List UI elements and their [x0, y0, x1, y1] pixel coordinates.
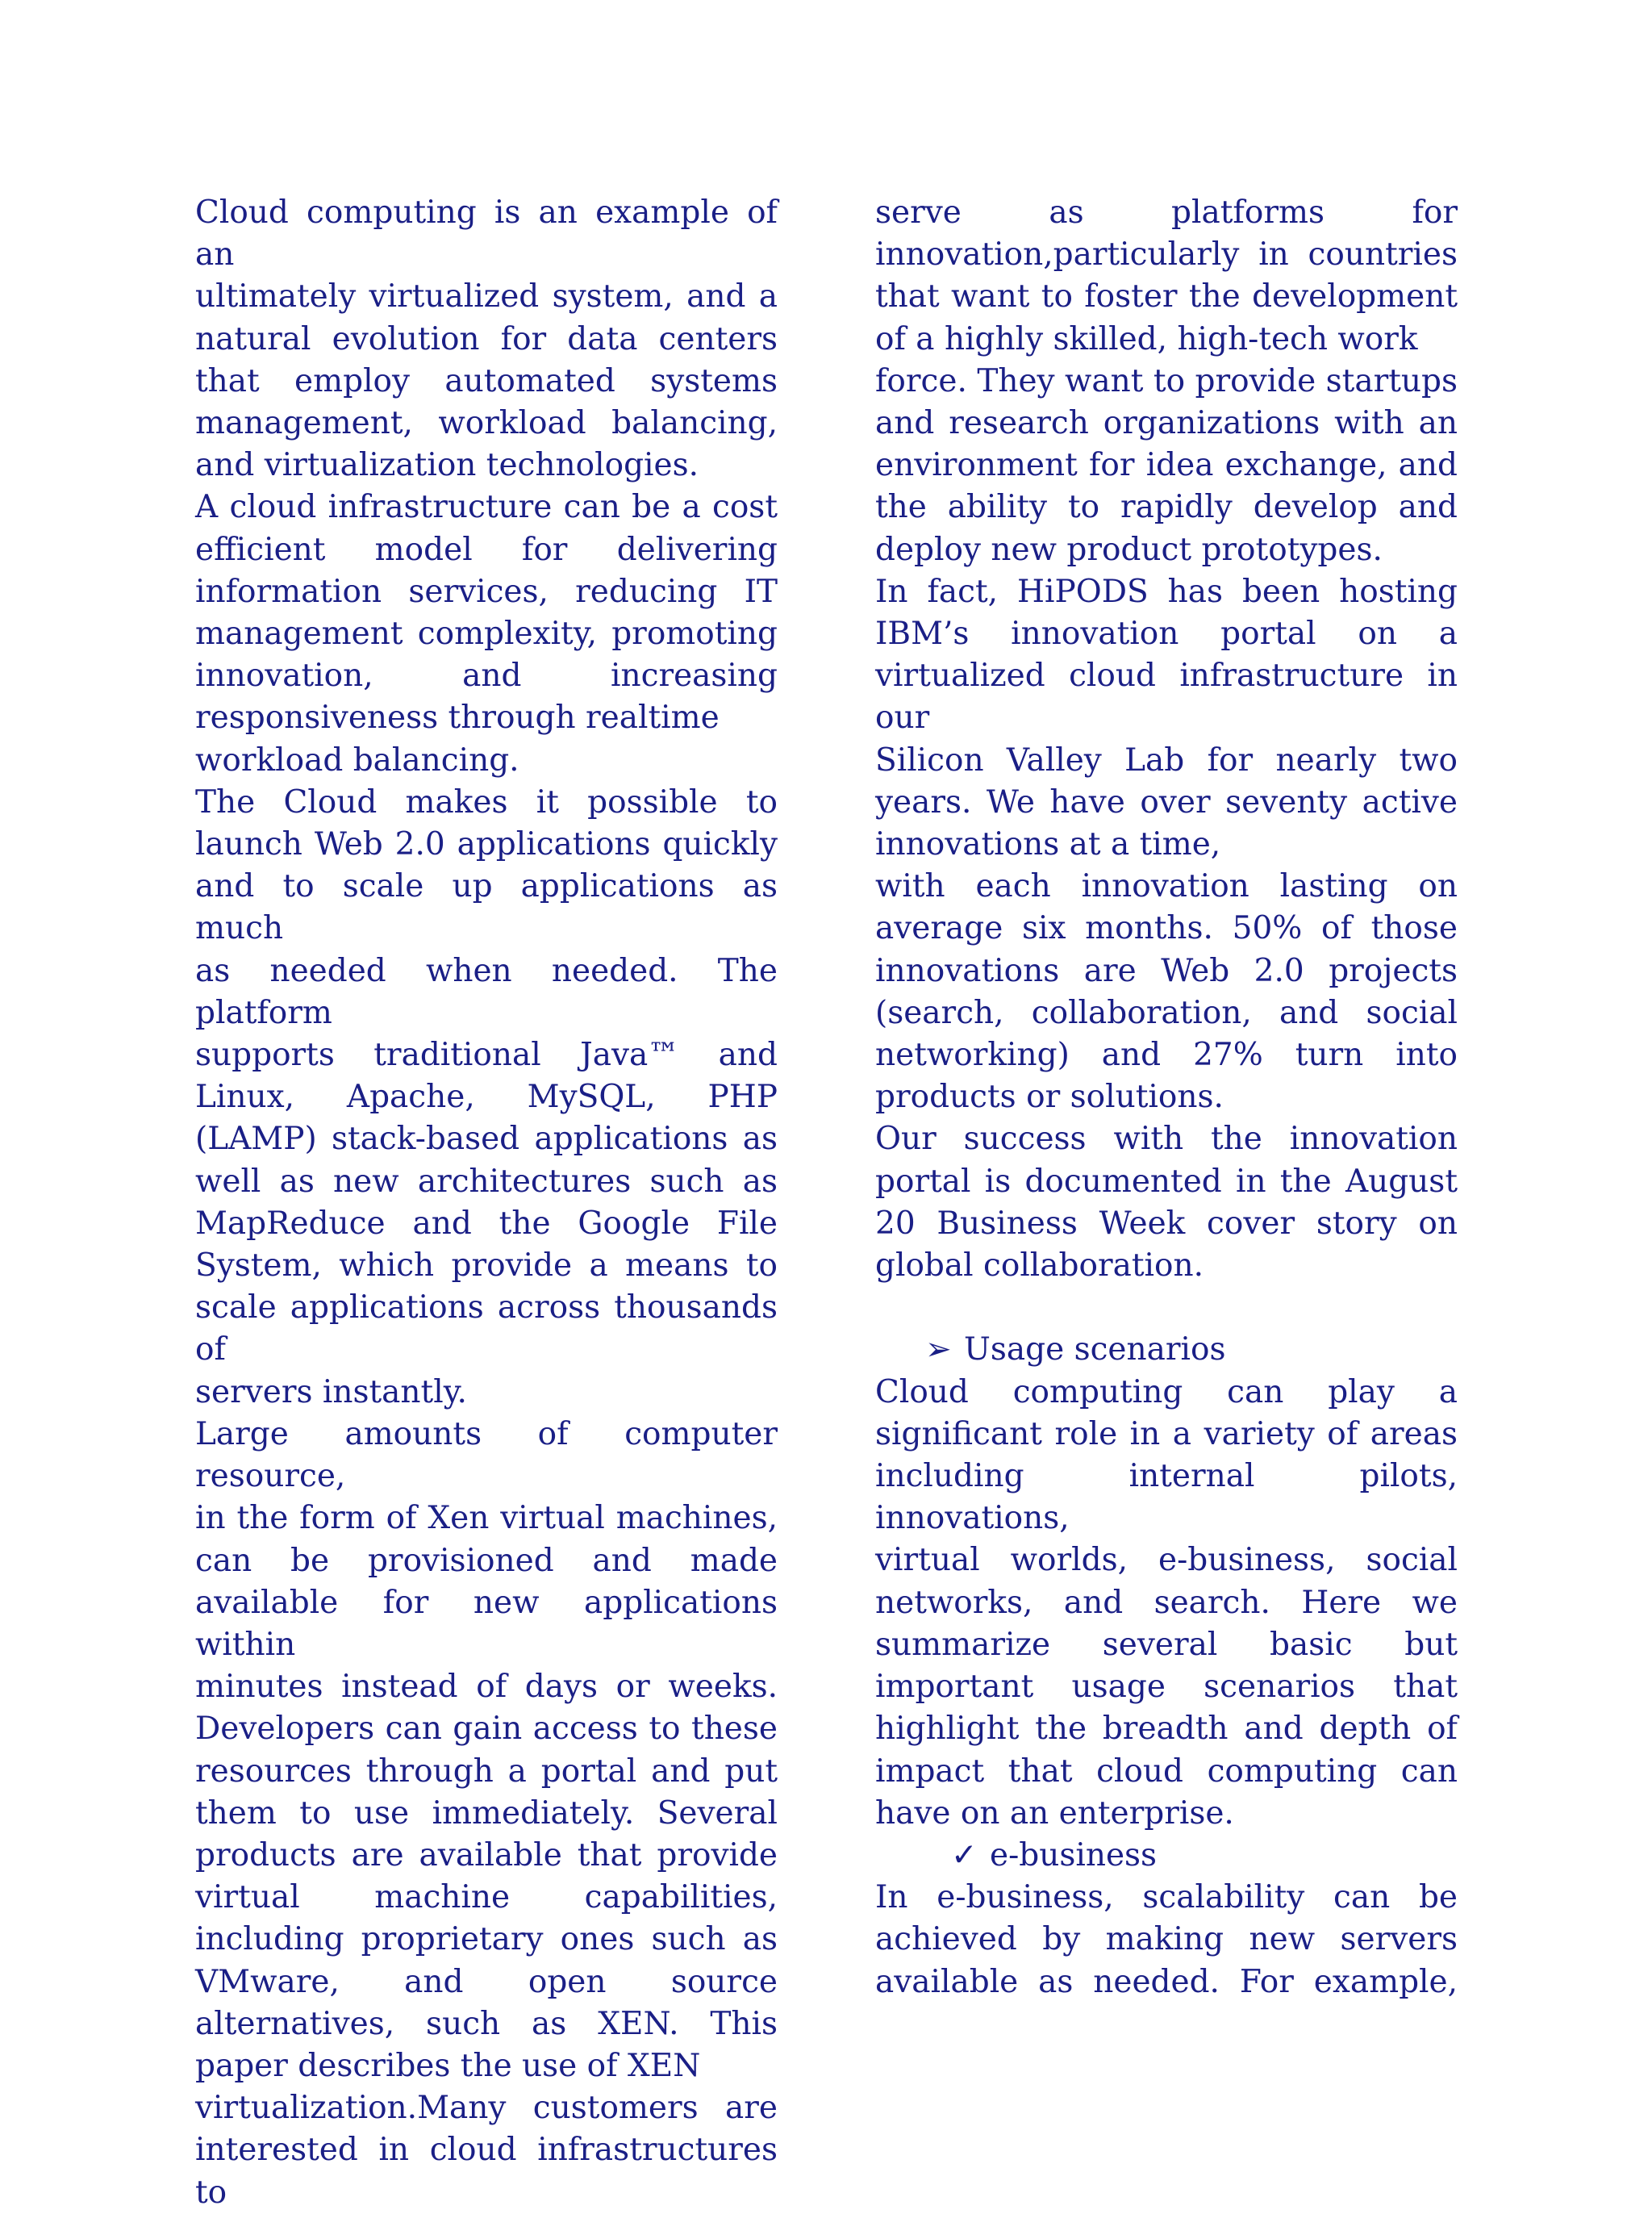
text-line: including internal pilots, innovations, — [875, 1458, 1458, 1537]
text-line: ultimately virtualized system, and a — [195, 278, 778, 315]
text-line: them to use immediately. Several — [195, 1794, 778, 1832]
paragraph-cloud-definition — [195, 192, 778, 487]
text-line: networking) and 27% turn into — [875, 1037, 1458, 1074]
text-line: force. They want to provide startups — [875, 362, 1458, 399]
paragraph-usage-scenarios — [875, 1372, 1458, 1835]
text-line: Our success with the innovation — [875, 1121, 1458, 1158]
text-line: as needed when needed. The platform — [195, 952, 778, 1031]
text-line: and virtualization technologies. — [195, 447, 699, 484]
text-line: A cloud infrastructure can be a cost — [195, 489, 778, 526]
paragraph-cloud-infrastructure — [195, 487, 778, 781]
text-line: supports traditional Java™ and — [195, 1037, 778, 1074]
text-line: innovations at a time, — [875, 826, 1221, 863]
text-line: deploy new product prototypes. — [875, 531, 1383, 568]
text-line: environment for idea exchange, and — [875, 447, 1458, 484]
text-line: highlight the breadth and depth of — [875, 1711, 1458, 1748]
text-line: In e-business, scalability can be — [875, 1879, 1458, 1916]
text-line: impact that cloud computing can — [875, 1752, 1458, 1790]
subheading-text: e-business — [990, 1836, 1158, 1874]
text-line: with each innovation lasting on — [875, 868, 1458, 905]
text-line: alternatives, such as XEN. This — [195, 2005, 778, 2042]
text-line: Silicon Valley Lab for nearly two — [875, 741, 1458, 779]
text-line: significant role in a variety of areas — [875, 1415, 1458, 1452]
paragraph-web20-applications — [195, 782, 778, 1414]
text-line: (LAMP) stack-based applications as — [195, 1121, 778, 1158]
text-line: products or solutions. — [875, 1079, 1224, 1116]
text-line: natural evolution for data centers — [195, 320, 778, 357]
paragraph-business-week — [875, 1118, 1458, 1287]
text-line: innovation, and increasing — [195, 658, 778, 695]
text-line: that employ automated systems — [195, 362, 778, 399]
text-line: minutes instead of days or weeks. — [195, 1669, 778, 1706]
text-line: MapReduce and the Google File — [195, 1205, 778, 1242]
text-line: The Cloud makes it possible to — [195, 783, 778, 821]
text-line: in the form of Xen virtual machines, — [195, 1500, 778, 1537]
text-line: well as new architectures such as — [195, 1163, 778, 1200]
text-line: and research organizations with an — [875, 405, 1458, 442]
arrow-bullet-icon: ➢ — [925, 1331, 952, 1368]
text-line: responsiveness through realtime — [195, 700, 720, 737]
text-line: management, workload balancing, — [195, 405, 778, 442]
text-line: launch Web 2.0 applications quickly — [195, 826, 778, 863]
paragraph-virtual-machines — [195, 1414, 778, 2214]
text-line: innovations are Web 2.0 projects — [875, 952, 1458, 989]
text-line: Linux, Apache, MySQL, PHP — [195, 1079, 778, 1116]
text-line: Large amounts of computer resource, — [195, 1415, 778, 1495]
text-line: achieved by making new servers — [875, 1921, 1458, 1958]
text-line: have on an enterprise. — [875, 1794, 1234, 1832]
text-line: virtual machine capabilities, — [195, 1879, 778, 1916]
paragraph-innovation-platforms — [875, 192, 1458, 571]
section-heading-text: Usage scenarios — [964, 1331, 1226, 1368]
text-line: important usage scenarios that — [875, 1669, 1458, 1706]
paragraph-e-business — [875, 1877, 1458, 2003]
text-line: efficient model for delivering — [195, 531, 778, 568]
text-line: resources through a portal and put — [195, 1752, 778, 1790]
text-line: serve as platforms for — [875, 194, 1458, 231]
paragraph-spacer — [875, 1287, 1458, 1329]
text-line: of a highly skilled, high-tech work — [875, 320, 1418, 357]
text-line: servers instantly. — [195, 1373, 467, 1410]
paragraph-innovation-stats — [875, 866, 1458, 1118]
text-line: interested in cloud infrastructures to — [195, 2132, 778, 2211]
text-line: and to scale up applications as much — [195, 868, 778, 947]
text-line: Developers can gain access to these — [195, 1711, 778, 1748]
subheading-e-business — [875, 1835, 1458, 1877]
text-line: available for new applications within — [195, 1584, 778, 1663]
text-line: paper describes the use of XEN — [195, 2047, 701, 2084]
text-line: virtual worlds, e-business, social — [875, 1542, 1458, 1579]
text-line: summarize several basic but — [875, 1626, 1458, 1663]
text-line: networks, and search. Here we — [875, 1584, 1458, 1621]
text-line: Cloud computing can play a — [875, 1373, 1458, 1410]
text-line: In fact, HiPODS has been hosting — [875, 573, 1458, 610]
text-line: available as needed. For example, — [875, 1963, 1458, 2000]
text-line: information services, reducing IT — [195, 573, 778, 610]
text-line: portal is documented in the August — [875, 1163, 1458, 1200]
text-line: IBM’s innovation portal on a — [875, 616, 1458, 653]
text-line: virtualization.Many customers are — [195, 2090, 778, 2127]
paragraph-hipods — [875, 571, 1458, 866]
right-column — [875, 192, 1458, 2003]
text-line: that want to foster the development — [875, 278, 1458, 315]
text-line: Cloud computing is an example of an — [195, 194, 778, 274]
text-line: the ability to rapidly develop and — [875, 489, 1458, 526]
checkmark-icon: ✓ — [951, 1836, 978, 1874]
text-line: management complexity, promoting — [195, 616, 778, 653]
text-line: including proprietary ones such as — [195, 1921, 778, 1958]
text-line: innovation,particularly in countries — [875, 236, 1458, 274]
text-line: virtualized cloud infrastructure in our — [875, 658, 1458, 737]
left-column — [195, 192, 778, 2214]
text-line: average six months. 50% of those — [875, 910, 1458, 947]
text-line: System, which provide a means to — [195, 1247, 778, 1285]
text-line: years. We have over seventy active — [875, 783, 1458, 821]
text-line: can be provisioned and made — [195, 1542, 778, 1579]
text-line: products are available that provide — [195, 1836, 778, 1874]
text-line: scale applications across thousands of — [195, 1289, 778, 1368]
text-line: (search, collaboration, and social — [875, 994, 1458, 1031]
text-line: 20 Business Week cover story on — [875, 1205, 1458, 1242]
text-line: workload balancing. — [195, 741, 519, 779]
text-line: VMware, and open source — [195, 1963, 778, 2000]
section-heading-usage-scenarios — [875, 1329, 1458, 1371]
text-line: global collaboration. — [875, 1247, 1204, 1285]
